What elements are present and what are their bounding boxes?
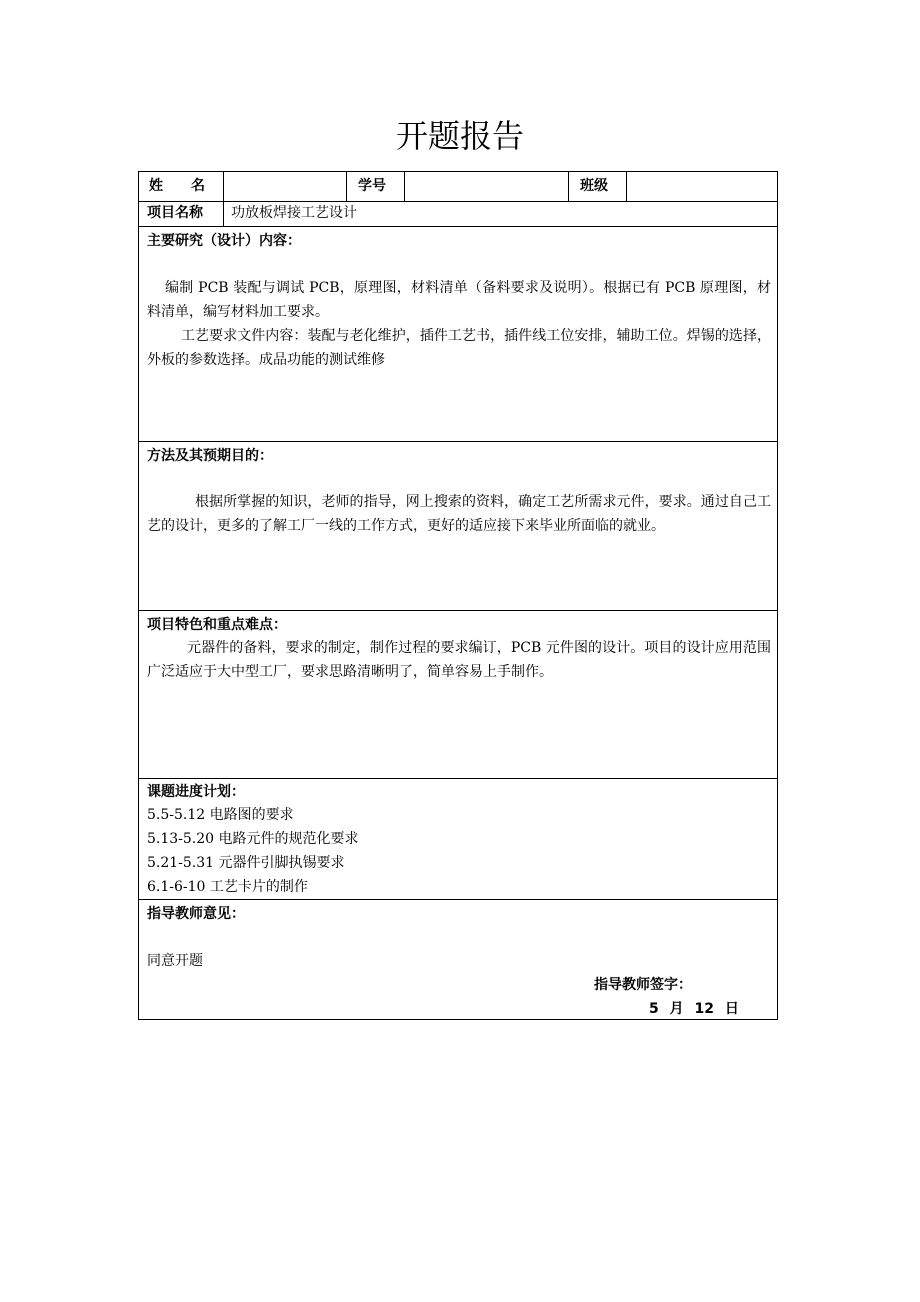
schedule-item: 6.1-6-10 工艺卡片的制作 [147,879,308,895]
method-paragraph: 根据所掌握的知识，老师的指导，网上搜索的资料，确定工艺所需求元件，要求。通过自己工艺的设计，更多的了解工厂一线的工作方式，更好的适应接下来毕业所面临的就业。 [147,494,771,534]
row-divider [139,610,777,611]
page-title: 开题报告 [395,117,524,155]
col-divider [223,201,224,226]
research-paragraph-2: 工艺要求文件内容：装配与老化维护，插件工艺书，插件线工位安排，辅助工位。焊锡的选择，外板的参数选择。成品功能的测试维修 [147,328,771,368]
schedule-item: 5.5-5.12 电路图的要求 [147,807,294,823]
research-paragraph-1: 编制 PCB 装配与调试 PCB，原理图，材料清单（备料要求及说明）。根据已有 PCB 原理图，材料清单，编写材料加工要求。 [147,280,771,320]
advisor-label: 指导教师意见： [147,906,245,922]
date-day-unit: 日 [724,1001,739,1017]
method-label: 方法及其预期目的： [147,448,273,464]
proposal-form [138,171,778,1020]
schedule-label: 课题进度计划： [147,784,245,800]
col-divider [346,172,347,201]
col-divider [626,172,627,201]
name-label: 姓 名 [149,178,205,194]
signature-date [649,998,739,1020]
col-divider [568,172,569,201]
student-id-label: 学号 [358,178,386,194]
advisor-opinion: 同意开题 [147,953,203,969]
project-name-label: 项目名称 [147,205,203,221]
date-month: 5 [649,1001,659,1017]
project-name-value[interactable]: 功放板焊接工艺设计 [231,205,357,221]
research-label: 主要研究（设计）内容： [147,233,301,249]
row-divider [139,441,777,442]
col-divider [404,172,405,201]
row-divider [139,899,777,900]
class-label: 班级 [580,178,608,194]
schedule-item: 5.21-5.31 元器件引脚执锡要求 [147,855,345,871]
row-divider [139,778,777,779]
features-label: 项目特色和重点难点： [147,617,287,633]
features-paragraph: 元器件的备料，要求的制定，制作过程的要求编订，PCB 元件图的设计。项目的设计应用范围广泛适应于大中型工厂，要求思路清晰明了，简单容易上手制作。 [147,640,771,680]
col-divider [223,172,224,201]
row-divider [139,226,777,227]
date-month-unit: 月 [669,1001,684,1017]
schedule-item: 5.13-5.20 电路元件的规范化要求 [147,831,359,847]
signature-label: 指导教师签字： [594,977,692,993]
date-day: 12 [694,1001,714,1017]
